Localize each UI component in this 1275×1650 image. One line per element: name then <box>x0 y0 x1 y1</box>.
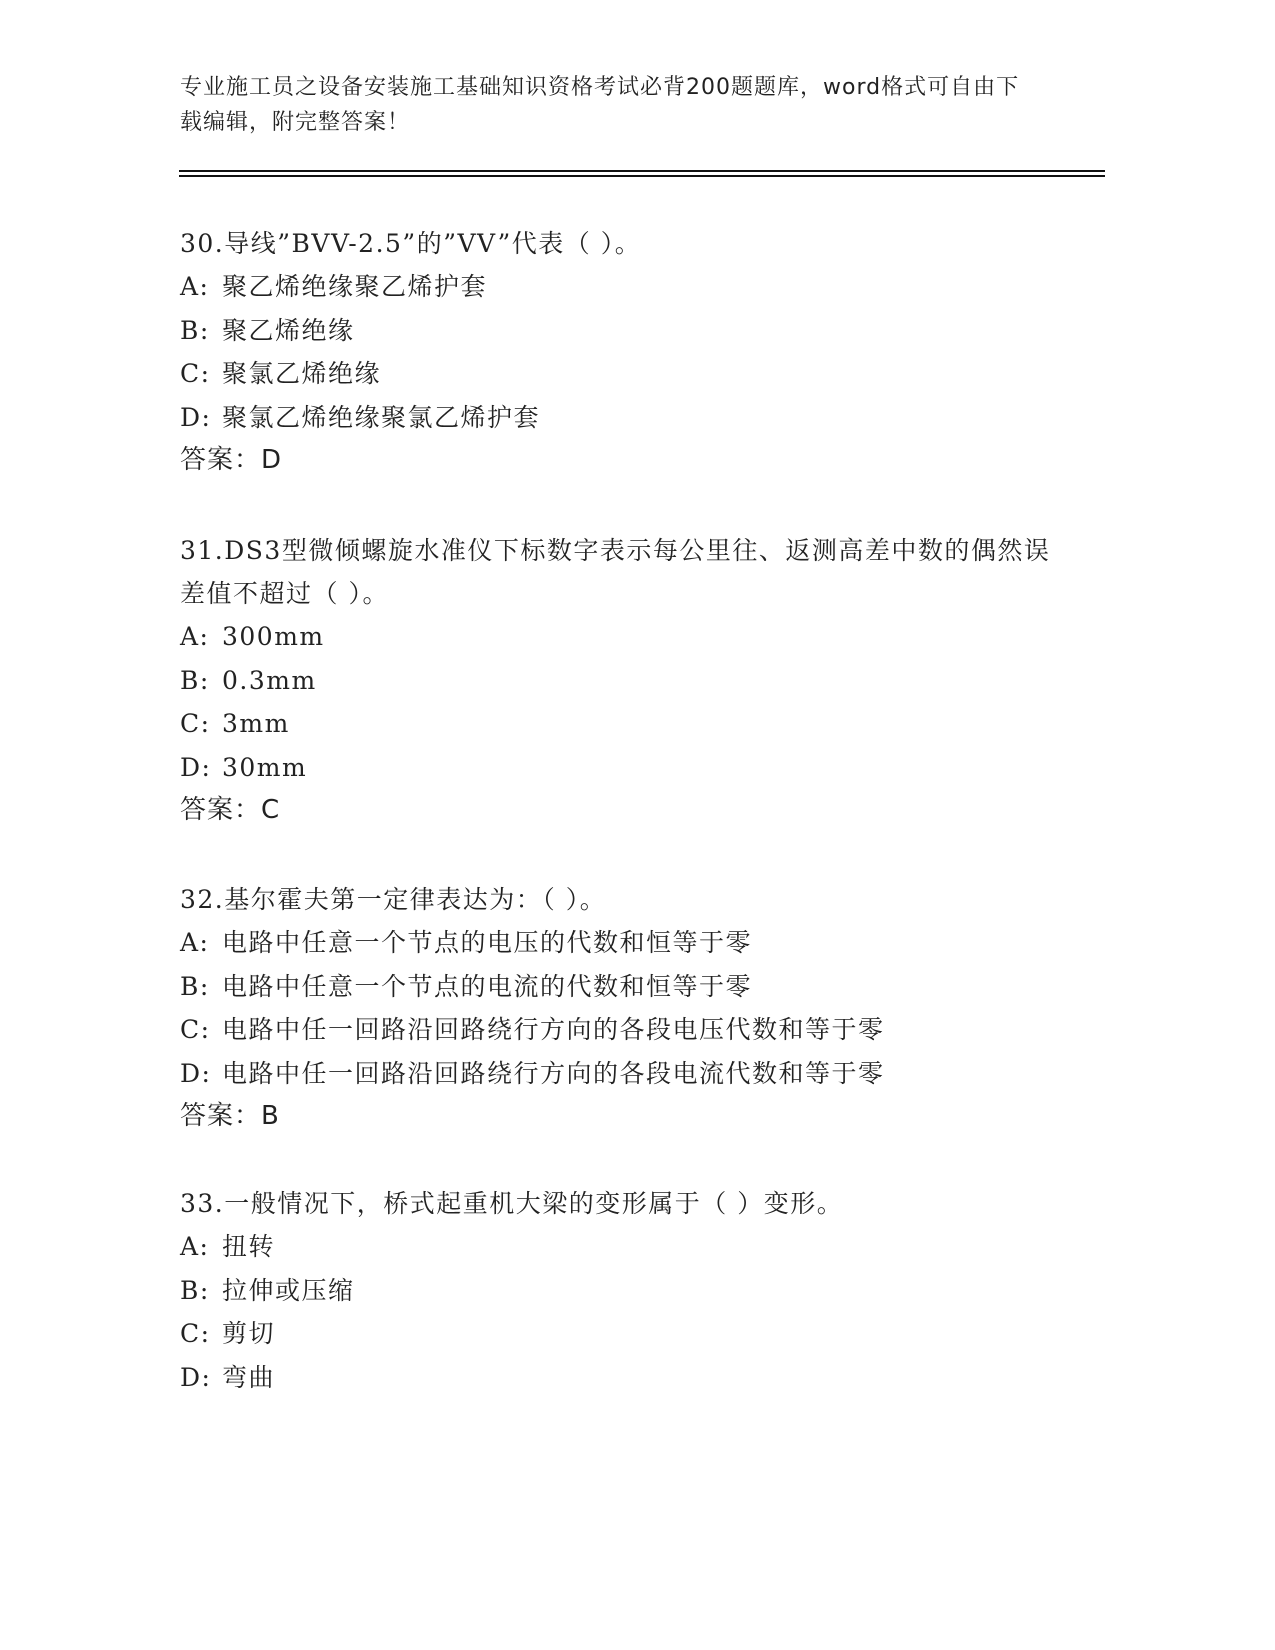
option-a <box>180 921 1060 965</box>
question-32 <box>180 878 1060 1139</box>
option-a <box>180 265 1060 309</box>
option-text: 聚乙烯绝缘 <box>222 315 355 345</box>
option-d <box>180 1356 1060 1400</box>
option-letter: C: <box>180 359 211 388</box>
option-text: 聚乙烯绝缘聚乙烯护套 <box>222 272 488 301</box>
option-d <box>180 746 1060 790</box>
option-letter: B: <box>180 971 210 1001</box>
question-31 <box>180 529 1060 833</box>
option-text: 拉伸或压缩 <box>222 1275 355 1305</box>
option-letter: B: <box>180 665 210 695</box>
option-text: 剪切 <box>222 1319 276 1348</box>
option-text: 3mm <box>222 709 290 738</box>
option-letter: D: <box>180 402 212 432</box>
option-text: 30mm <box>222 752 308 782</box>
option-letter: C: <box>180 709 211 738</box>
option-letter: A: <box>180 928 210 957</box>
option-letter: D: <box>180 1058 212 1088</box>
option-letter: D: <box>180 752 212 782</box>
option-b <box>180 965 1060 1009</box>
option-b <box>180 659 1060 703</box>
option-c <box>180 702 1060 746</box>
option-text: 电路中任意一个节点的电压的代数和恒等于零 <box>222 928 753 957</box>
option-a <box>180 615 1060 659</box>
option-text: 电路中任一回路沿回路绕行方向的各段电流代数和等于零 <box>222 1058 885 1088</box>
option-b <box>180 1269 1060 1313</box>
question-33 <box>180 1182 1060 1399</box>
question-stem: 31.DS3型微倾螺旋水准仪下标数字表示每公里往、返测高差中数的偶然误差值不超过（ ）。 <box>180 536 1051 608</box>
option-a <box>180 1225 1060 1269</box>
option-d <box>180 396 1060 440</box>
question-30 <box>180 222 1060 483</box>
option-b <box>180 309 1060 353</box>
answer-line: 答案：B <box>180 1101 280 1131</box>
option-letter: C: <box>180 1319 211 1348</box>
option-text: 扭转 <box>222 1232 276 1261</box>
question-stem: 32.基尔霍夫第一定律表达为：（ ）。 <box>180 885 607 914</box>
option-text: 电路中任一回路沿回路绕行方向的各段电压代数和等于零 <box>222 1015 885 1044</box>
option-letter: D: <box>180 1362 212 1392</box>
option-text: 聚氯乙烯绝缘聚氯乙烯护套 <box>222 402 541 432</box>
question-stem: 30.导线”BVV-2.5”的”VV”代表（ ）。 <box>180 229 642 258</box>
document-header <box>180 70 1040 140</box>
option-text: 电路中任意一个节点的电流的代数和恒等于零 <box>222 971 753 1001</box>
header-title: 专业施工员之设备安装施工基础知识资格考试必背200题题库，word格式可自由下载编辑，附完整答案！ <box>180 75 1020 135</box>
option-letter: B: <box>180 315 210 345</box>
option-c <box>180 1312 1060 1356</box>
option-text: 0.3mm <box>222 665 317 695</box>
option-d <box>180 1052 1060 1096</box>
header-divider-top <box>179 170 1105 172</box>
option-c <box>180 1008 1060 1052</box>
question-stem: 33.一般情况下，桥式起重机大梁的变形属于（ ）变形。 <box>180 1189 844 1218</box>
option-text: 弯曲 <box>222 1362 276 1392</box>
answer-line: 答案：C <box>180 795 281 825</box>
option-letter: A: <box>180 1232 210 1261</box>
option-letter: B: <box>180 1275 210 1305</box>
option-text: 聚氯乙烯绝缘 <box>222 359 382 388</box>
answer-line: 答案：D <box>180 445 283 475</box>
option-letter: C: <box>180 1015 211 1044</box>
option-letter: A: <box>180 622 210 651</box>
option-c <box>180 352 1060 396</box>
header-divider-bottom <box>179 175 1105 177</box>
option-letter: A: <box>180 272 210 301</box>
option-text: 300mm <box>222 622 325 651</box>
